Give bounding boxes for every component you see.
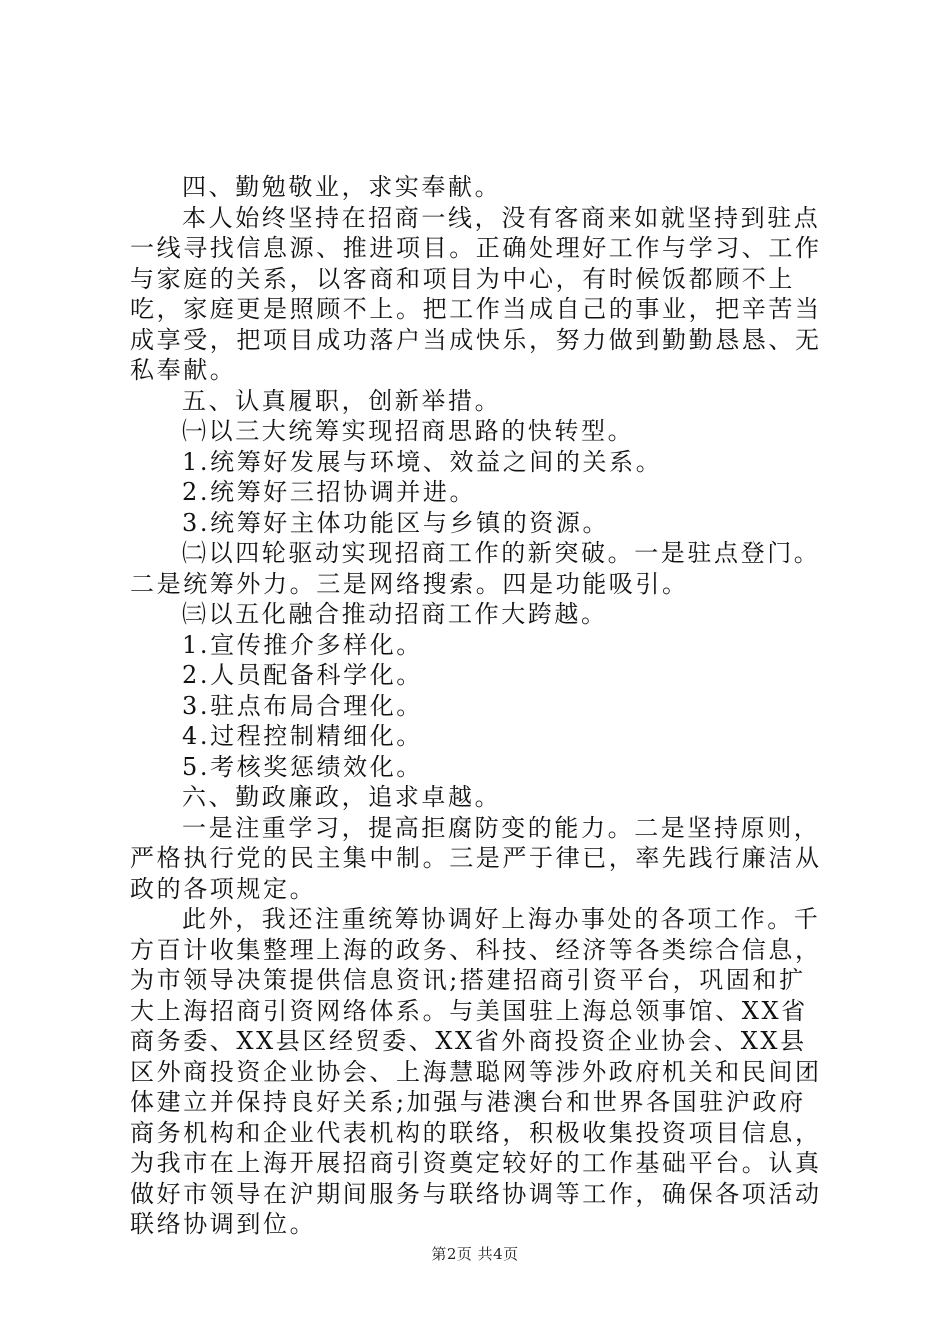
document-body — [130, 172, 830, 1240]
list-item: 3.驻点布局合理化。 — [182, 691, 423, 720]
list-item: 2.人员配备科学化。 — [182, 661, 423, 689]
subsection-heading-1: ㈠以三大统筹实现招商思路的快转型。 — [182, 417, 635, 445]
list-item: 4.过程控制精细化。 — [182, 722, 423, 750]
section-heading-6: 六、勤政廉政，追求卓越。 — [182, 783, 502, 811]
list-item: 3.统筹好主体功能区与乡镇的资源。 — [182, 508, 610, 537]
subsection-heading-2: ㈡以四轮驱动实现招商工作的新突破。一是驻点登门。二是统筹外力。三是网络搜索。四是功能吸引。 — [130, 539, 821, 598]
paragraph-shanghai-office: 此外，我还注重统筹协调好上海办事处的各项工作。千方百计收集整理上海的政务、科技、经济等各类综合信息，为市领导决策提供信息资讯;搭建招商引资平台，巩固和扩大上海招商引资网络体系。与美国驻上海总领事馆、XX省商务委、XX县区经贸委、XX省外商投资企业协会、XX县区外商投资企业协会、上海慧聪网等涉外政府机关和民间团体建立并保持良好关系;加强与港澳台和世界各国驻沪政府商务机构和企业代表机构的联络，积极收集投资项目信息，为我市在上海开展招商引资奠定较好的工作基础平台。认真做好市领导在沪期间服务与联络协调等工作，确保各项活动联络协调到位。 — [130, 905, 822, 1238]
list-item: 2.统筹好三招协调并进。 — [182, 478, 477, 506]
section-heading-5: 五、认真履职，创新举措。 — [182, 386, 502, 415]
page-footer: 第2页 共4页 — [431, 1245, 519, 1263]
list-item: 5.考核奖惩绩效化。 — [182, 752, 423, 781]
list-item: 1.宣传推介多样化。 — [182, 630, 423, 659]
paragraph-integrity: 一是注重学习，提高拒腐防变的能力。二是坚持原则，严格执行党的民主集中制。三是严于律已，率先践行廉洁从政的各项规定。 — [130, 813, 822, 903]
subsection-heading-3: ㈢以五化融合推动招商工作大跨越。 — [182, 600, 608, 628]
paragraph-diligence: 本人始终坚持在招商一线，没有客商来如就坚持到驻点一线寻找信息源、推进项目。正确处理好工作与学习、工作与家庭的关系，以客商和项目为中心，有时候饭都顾不上吃，家庭更是照顾不上。把工作当成自己的事业，把辛苦当成享受，把项目成功落户当成快乐，努力做到勤勤恳恳、无私奉献。 — [130, 203, 822, 384]
list-item: 1.统筹好发展与环境、效益之间的关系。 — [182, 447, 663, 476]
section-heading-4: 四、勤勉敬业，求实奉献。 — [182, 173, 502, 201]
